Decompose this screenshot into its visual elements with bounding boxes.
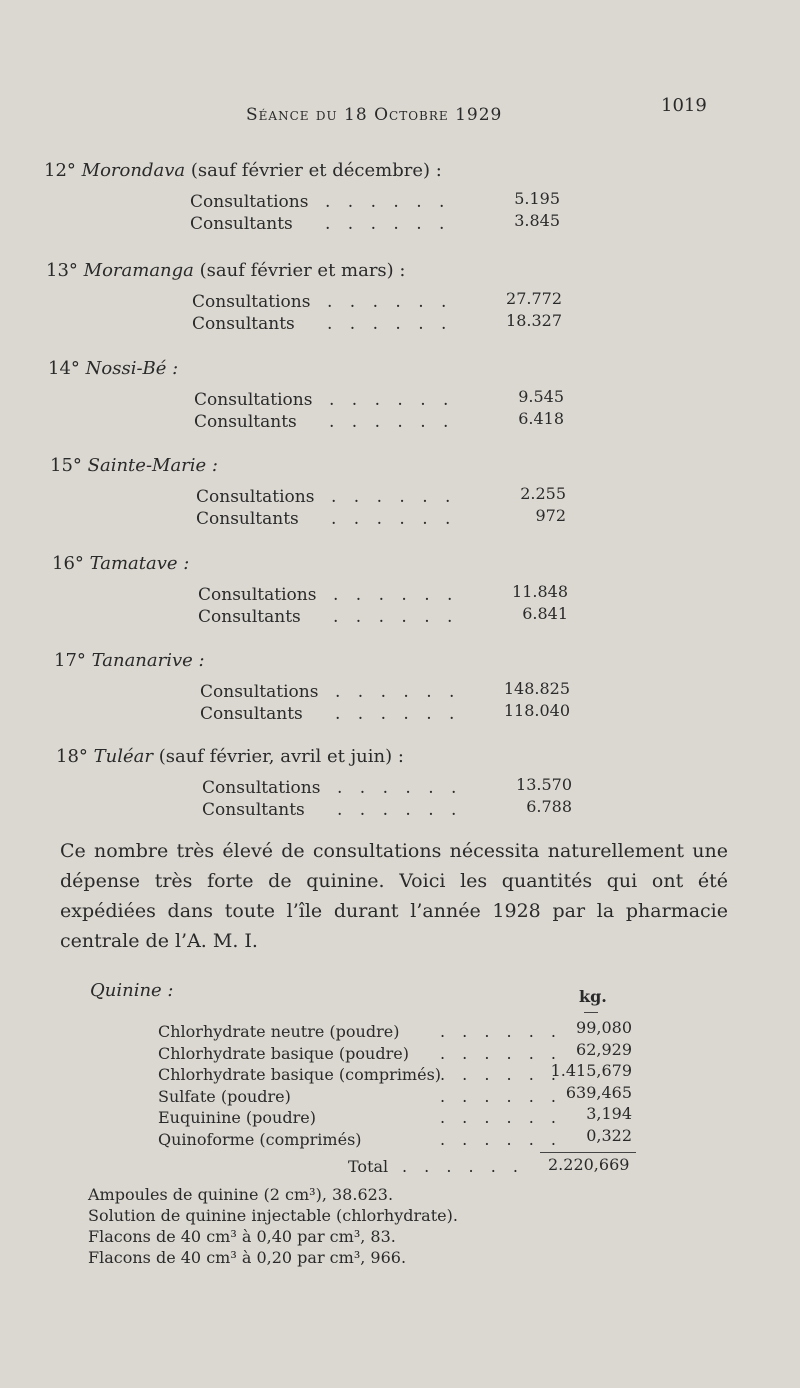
- row-label: Consultants: [192, 314, 295, 334]
- row-label: Consultations: [202, 778, 321, 798]
- quinine-row-value: 99,080: [576, 1018, 632, 1037]
- section-number: 16°: [52, 553, 84, 574]
- section-number: 18°: [56, 746, 88, 767]
- leader-dots: . . . . . .: [440, 1086, 562, 1106]
- section-number: 15°: [50, 455, 82, 476]
- row-value: 9.545: [518, 387, 564, 406]
- row-label: Consultations: [190, 192, 309, 212]
- quinine-unit: kg.: [579, 987, 607, 1006]
- unit-dash: [584, 1012, 598, 1013]
- leader-dots: . . . . . .: [440, 1108, 562, 1127]
- leader-dots: . . . . . .: [331, 487, 457, 507]
- total-value: 2.220,669: [548, 1155, 630, 1174]
- row-value: 6.788: [526, 797, 572, 816]
- leader-dots: . . . . . .: [440, 1129, 562, 1149]
- leader-dots: . . . . . .: [335, 682, 461, 702]
- total-dots: . . . . . .: [402, 1157, 524, 1176]
- row-value: 11.848: [512, 582, 568, 601]
- quinine-row-value: 3,194: [586, 1104, 632, 1123]
- body-paragraph: Ce nombre très élevé de consultations nécessita naturellement une dépense très forte de quinine. Voici les quantités qui ont été expédiées dans toute l’île durant l’année 1928 par la pharmacie centrale de l’A. M. I.: [60, 840, 728, 952]
- row-value: 13.570: [516, 775, 572, 794]
- leader-dots: . . . . . .: [325, 214, 451, 234]
- section-number: 14°: [48, 358, 80, 379]
- row-value: 118.040: [503, 701, 570, 720]
- quinine-row-value: 1.415,679: [550, 1061, 632, 1080]
- section-name: Nossi-Bé :: [85, 358, 179, 379]
- row-label: Consultants: [200, 704, 303, 724]
- leader-dots: . . . . . .: [327, 314, 453, 334]
- row-value: 18.327: [506, 311, 562, 330]
- quinine-row-label: Euquinine (poudre): [158, 1108, 316, 1127]
- row-value: 3.845: [514, 211, 560, 230]
- section-name: Tuléar: [93, 746, 153, 767]
- quinine-row-value: 0,322: [586, 1125, 632, 1145]
- leader-dots: . . . . . .: [331, 509, 457, 529]
- row-label: Consultants: [198, 607, 301, 627]
- row-label: Consultants: [196, 509, 299, 529]
- section-heading: [50, 455, 218, 476]
- section-name: Morondava: [81, 160, 186, 181]
- quinine-row-label: Sulfate (poudre): [158, 1086, 291, 1106]
- row-value: 27.772: [506, 289, 562, 308]
- section-note: (sauf février et décembre) :: [190, 160, 442, 181]
- footer-line: Ampoules de quinine (2 cm³), 38.623.: [88, 1185, 394, 1204]
- row-label: Consultations: [198, 585, 317, 605]
- leader-dots: . . . . . .: [333, 585, 459, 605]
- footer-line: Solution de quinine injectable (chlorhydrate).: [88, 1206, 458, 1225]
- section-name: Tananarive :: [91, 650, 205, 671]
- leader-dots: . . . . . .: [325, 192, 451, 212]
- row-label: Consultants: [194, 412, 297, 432]
- leader-dots: . . . . . .: [327, 292, 453, 312]
- section-name: Tamatave :: [89, 553, 190, 574]
- row-label: Consultations: [196, 487, 315, 507]
- page-number: 1019: [661, 95, 707, 116]
- quinine-row-value: 62,929: [576, 1039, 632, 1059]
- row-value: 5.195: [514, 189, 560, 208]
- section-heading: [56, 746, 404, 767]
- row-value: 6.418: [518, 409, 564, 428]
- row-value: 6.841: [522, 604, 568, 623]
- footer-line: Flacons de 40 cm³ à 0,20 par cm³, 966.: [88, 1248, 407, 1267]
- total-label: Total: [348, 1157, 389, 1176]
- row-label: Consultations: [194, 390, 313, 410]
- leader-dots: . . . . . .: [335, 704, 461, 724]
- row-value: 148.825: [503, 679, 570, 698]
- row-value: 2.255: [520, 484, 566, 503]
- leader-dots: . . . . . .: [329, 390, 455, 410]
- row-label: Consultants: [202, 800, 305, 820]
- leader-dots: . . . . . .: [440, 1065, 562, 1084]
- section-number: 17°: [54, 650, 86, 671]
- quinine-row-label: Quinoforme (comprimés): [158, 1129, 362, 1149]
- section-heading: [46, 260, 405, 281]
- section-name: Sainte-Marie :: [87, 455, 218, 476]
- quinine-row-label: Chlorhydrate neutre (poudre): [158, 1022, 400, 1041]
- section-number: 12°: [44, 160, 76, 181]
- section-heading: [44, 160, 442, 181]
- row-label: Consultations: [200, 682, 319, 702]
- quinine-row-label: Chlorhydrate basique (comprimés): [158, 1065, 442, 1084]
- leader-dots: . . . . . .: [329, 412, 455, 432]
- section-heading: [52, 553, 189, 574]
- page-header-title: Séance du 18 Octobre 1929: [246, 105, 503, 125]
- total-rule: [540, 1152, 636, 1153]
- quinine-heading: Quinine :: [90, 980, 174, 1001]
- footer-line: Flacons de 40 cm³ à 0,40 par cm³, 83.: [88, 1227, 396, 1246]
- leader-dots: . . . . . .: [440, 1043, 562, 1063]
- quinine-row-value: 639,465: [565, 1082, 632, 1102]
- section-heading: [54, 650, 205, 671]
- row-value: 972: [535, 506, 566, 525]
- section-heading: [48, 358, 178, 379]
- leader-dots: . . . . . .: [337, 800, 463, 820]
- row-label: Consultants: [190, 214, 293, 234]
- leader-dots: . . . . . .: [440, 1022, 562, 1041]
- section-note: (sauf février et mars) :: [199, 260, 406, 281]
- quinine-row-label: Chlorhydrate basique (poudre): [158, 1043, 409, 1063]
- section-name: Moramanga: [83, 260, 194, 281]
- leader-dots: . . . . . .: [333, 607, 459, 627]
- row-label: Consultations: [192, 292, 311, 312]
- leader-dots: . . . . . .: [337, 778, 463, 798]
- section-note: (sauf février, avril et juin) :: [158, 746, 404, 767]
- section-number: 13°: [46, 260, 78, 281]
